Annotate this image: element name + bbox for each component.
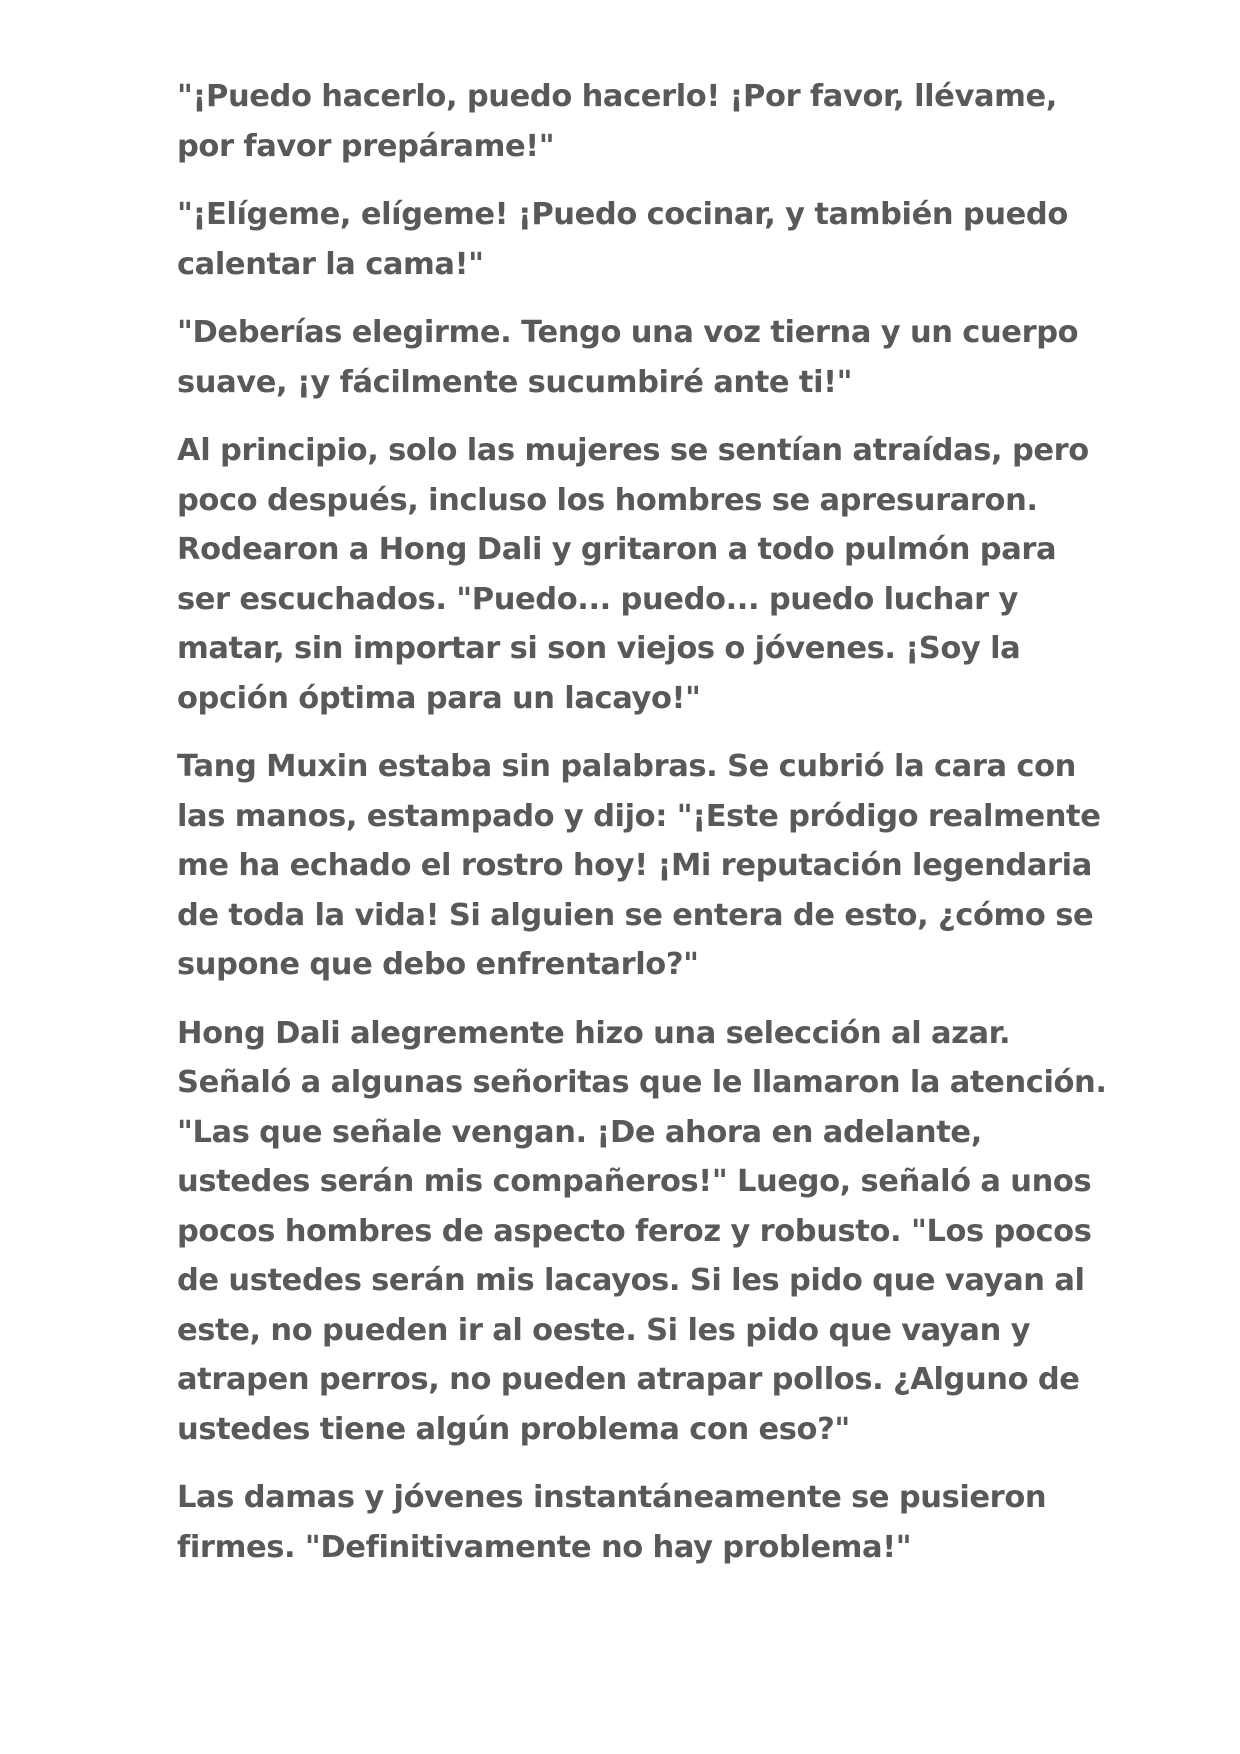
paragraph-1: "¡Puedo hacerlo, puedo hacerlo! ¡Por favor, llévame, por favor prepárame!" xyxy=(177,79,1057,164)
document-body xyxy=(177,72,1112,1591)
paragraph-2: "¡Elígeme, elígeme! ¡Puedo cocinar, y también puedo calentar la cama!" xyxy=(177,197,1068,282)
paragraph-6: Hong Dali alegremente hizo una selección al azar. Señaló a algunas señoritas que le llamaron la atención. "Las que señale vengan. ¡De ahora en adelante, ustedes serán mis compañeros!" Luego, señaló a unos pocos hombres de aspecto feroz y robusto. "Los pocos de ustedes serán mis lacayos. Si les pido que vayan al este, no pueden ir al oeste. Si les pido que vayan y atrapen perros, no pueden atrapar pollos. ¿Alguno de ustedes tiene algún problema con eso?" xyxy=(177,1015,1107,1447)
paragraph-7: Las damas y jóvenes instantáneamente se pusieron firmes. "Definitivamente no hay problema!" xyxy=(177,1480,1047,1565)
paragraph-4: Al principio, solo las mujeres se sentían atraídas, pero poco después, incluso los hombres se apresuraron. Rodearon a Hong Dali y gritaron a todo pulmón para ser escuchados. "Puedo... puedo... puedo luchar y matar, sin importar si son viejos o jóvenes. ¡Soy la opción óptima para un lacayo!" xyxy=(177,433,1089,716)
paragraph-5: Tang Muxin estaba sin palabras. Se cubrió la cara con las manos, estampado y dijo: "¡Este pródigo realmente me ha echado el rostro hoy! ¡Mi reputación legendaria de toda la vida! Si alguien se entera de esto, ¿cómo se supone que debo enfrentarlo?" xyxy=(177,749,1101,982)
paragraph-3: "Deberías elegirme. Tengo una voz tierna y un cuerpo suave, ¡y fácilmente sucumbiré ante ti!" xyxy=(177,315,1079,400)
